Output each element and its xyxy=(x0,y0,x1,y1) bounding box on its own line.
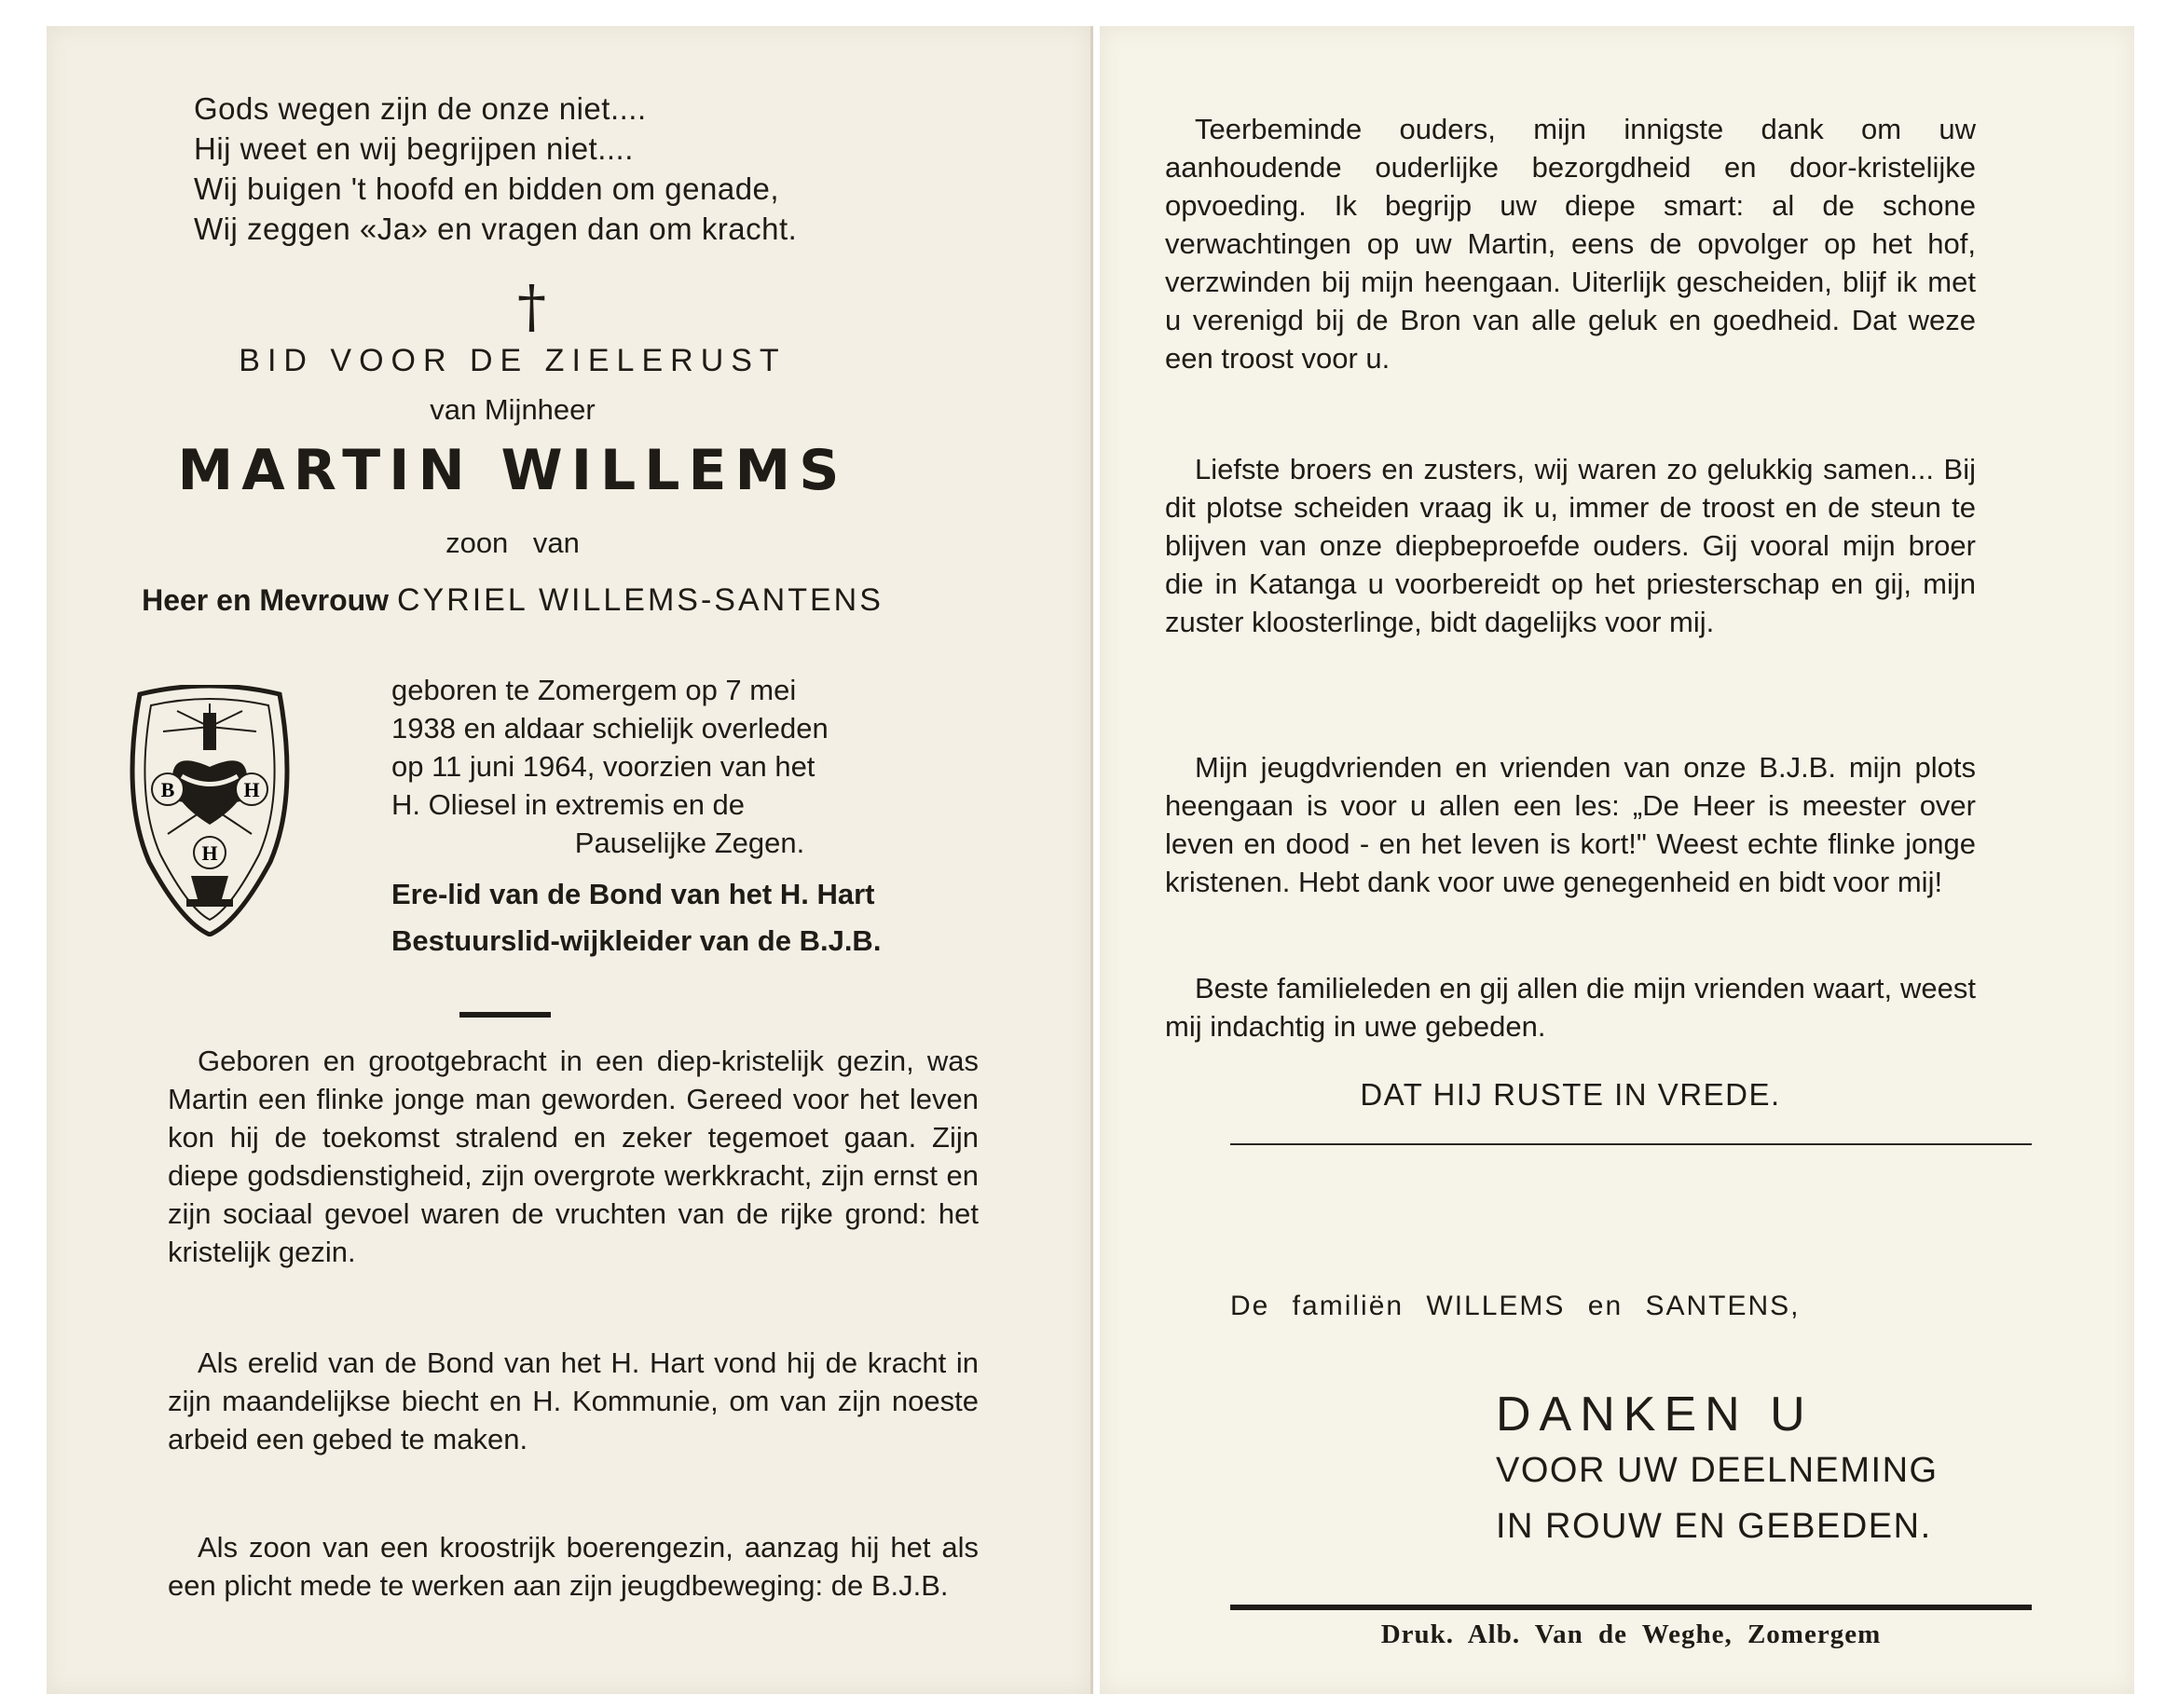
birth-line: op 11 juni 1964, voorzien van het xyxy=(391,750,815,783)
families-line: De familiën WILLEMS en SANTENS, xyxy=(1230,1291,1801,1321)
emblem-letter: H xyxy=(201,841,218,865)
poem-line: Hij weet en wij begrijpen niet.... xyxy=(194,131,634,166)
parents-prefix: Heer en Mevrouw xyxy=(142,583,390,617)
farewell-family: Beste familieleden en gij allen die mijn vrienden waart, weest mij indachtig in uwe gebeden. xyxy=(1165,972,1976,1043)
biography-paragraph: Als erelid van de Bond van het H. Hart vond hij de kracht in zijn maandelijkse biecht en H. Kommunie, om van zijn noeste arbeid een gebed te maken. xyxy=(168,1346,979,1455)
thanks-block xyxy=(1496,1387,1939,1554)
cross-icon: † xyxy=(517,272,546,340)
divider xyxy=(1230,1143,2032,1145)
sacred-heart-shield-icon xyxy=(121,685,298,936)
emblem-letter: B xyxy=(160,778,175,801)
divider xyxy=(459,1012,551,1018)
prayer-heading: BID VOOR DE ZIELERUST xyxy=(239,343,787,378)
membership-line: Ere-lid van de Bond van het H. Hart xyxy=(391,878,875,910)
biography-paragraph: Geboren en grootgebracht in een diep-kristelijk gezin, was Martin een flinke jonge man geworden. Gereed voor het leven kon hij de toekomst stralend en zeker tegemoet gaan. Zijn diepe godsdienstigheid, zijn overgrote werkkracht, zijn ernst en zijn sociaal gevoel waren de vruchten van de rijke grond: het kristelijk gezin. xyxy=(168,1045,979,1268)
farewell-siblings: Liefste broers en zusters, wij waren zo gelukkig samen... Bij dit plotse scheiden vraag ik u, immer de troost en de steun te blijven van onze diepbeproefde ouders. Gij vooral mijn broer die in Katanga u voorbereidt op het priesterschap en gij, mijn zuster kloosterlinge, bidt dagelijks voor mij. xyxy=(1165,453,1976,638)
farewell-friends: Mijn jeugdvrienden en vrienden van onze B.J.B. mijn plots heengaan is voor u allen een les: „De Heer is meester over leven en dood - en het leven is kort!" Weest echte flinke jonge kristenen. Hebt dank voor uwe genegenheid en bidt voor mij! xyxy=(1165,751,1976,898)
birth-line: 1938 en aldaar schielijk overleden xyxy=(391,712,829,745)
parents-name: CYRIEL WILLEMS-SANTENS xyxy=(396,582,884,618)
deceased-name: MARTIN WILLEMS xyxy=(177,438,848,503)
thanks-line: VOOR UW DEELNEMING xyxy=(1496,1451,1939,1490)
zoon-van: zoon van xyxy=(445,526,580,559)
thanks-line: IN ROUW EN GEBEDEN. xyxy=(1496,1507,1932,1546)
divider xyxy=(1230,1605,2032,1610)
memberships xyxy=(391,871,988,964)
van-mijnheer: van Mijnheer xyxy=(430,393,596,426)
membership-line: Bestuurslid-wijkleider van de B.J.B. xyxy=(391,924,882,957)
emblem-letter: H xyxy=(243,778,260,801)
birth-line: geboren te Zomergem op 7 mei xyxy=(391,674,797,706)
thanks-heading: DANKEN U xyxy=(1496,1387,1814,1442)
printer-credit: Druk. Alb. Van de Weghe, Zomergem xyxy=(1380,1619,1882,1649)
biography-paragraph: Als zoon van een kroostrijk boerengezin, aanzag hij het als een plicht mede te werken aan zijn jeugdbeweging: de B.J.B. xyxy=(168,1531,979,1602)
birth-details xyxy=(391,671,988,862)
parents-line xyxy=(0,582,1025,619)
rest-in-peace: DAT HIJ RUSTE IN VREDE. xyxy=(1360,1077,1781,1112)
poem-line: Gods wegen zijn de onze niet.... xyxy=(194,91,647,126)
farewell-parents: Teerbeminde ouders, mijn innigste dank om uw aanhoudende ouderlijke bezorgdheid en door-kristelijke opvoeding. Ik begrijp uw diepe smart: al de schone verwachtingen op uw Martin, eens de opvolger op het hof, verzwinden bij mijn heengaan. Uiterlijk gescheiden, blijf ik met u verenigd bij de Bron van alle geluk en goedheid. Dat weze een troost voor u. xyxy=(1165,113,1976,375)
birth-line: Pauselijke Zegen. xyxy=(574,827,805,859)
poem-line: Wij zeggen «Ja» en vragen dan om kracht. xyxy=(194,212,798,246)
poem-line: Wij buigen 't hoofd en bidden om genade, xyxy=(194,171,780,206)
birth-line: H. Oliesel in extremis en de xyxy=(391,788,746,821)
poem xyxy=(194,89,797,249)
